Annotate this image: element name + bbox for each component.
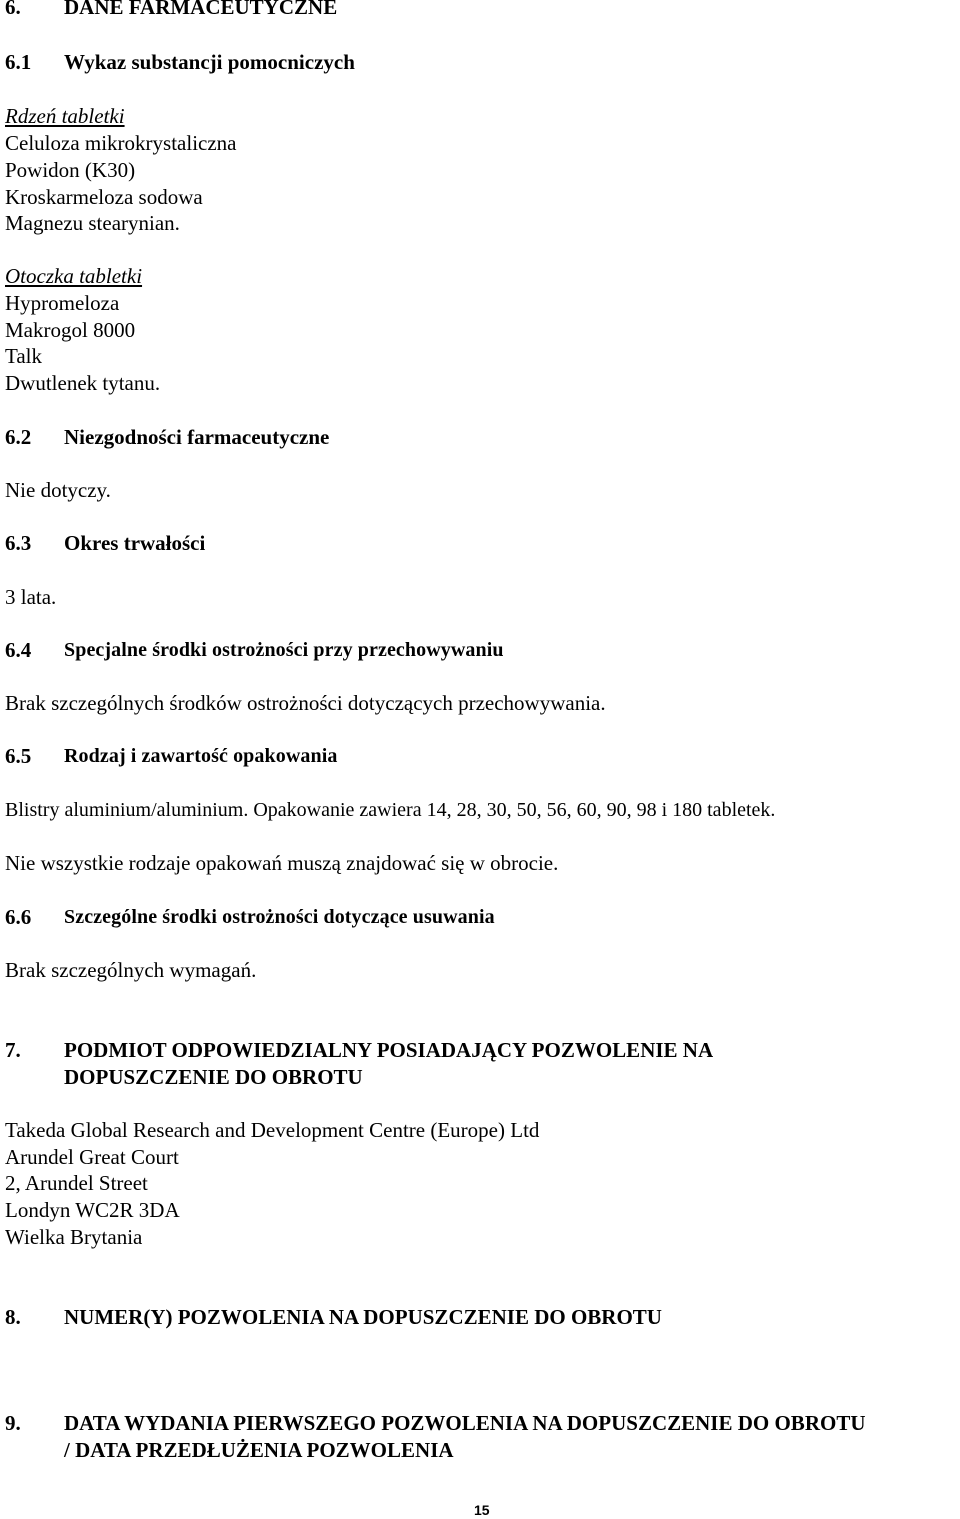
section-6-4-number: 6.4 (5, 638, 32, 662)
coat-item: Makrogol 8000 (5, 318, 136, 342)
section-6-2-text: Nie dotyczy. (5, 478, 111, 502)
coat-item: Dwutlenek tytanu. (5, 371, 161, 395)
section-6-5-title: Rodzaj i zawartość opakowania (64, 745, 338, 767)
section-6-title: DANE FARMACEUTYCZNE (64, 0, 338, 19)
section-6-4-title: Specjalne środki ostrożności przy przechowywaniu (64, 639, 504, 661)
section-6-5-line-2: Nie wszystkie rodzaje opakowań muszą znajdować się w obrocie. (5, 851, 559, 875)
section-6-1-title: Wykaz substancji pomocniczych (64, 50, 355, 74)
section-6-5-line-1: Blistry aluminium/aluminium. Opakowanie zawiera 14, 28, 30, 50, 56, 60, 90, 98 i 180 tabletek. (5, 799, 776, 821)
section-6-2-title: Niezgodności farmaceutyczne (64, 425, 330, 449)
section-8-title: NUMER(Y) POZWOLENIA NA DOPUSZCZENIE DO OBROTU (64, 1305, 662, 1329)
section-6-6-title: Szczególne środki ostrożności dotyczące usuwania (64, 906, 495, 928)
coat-item: Hypromeloza (5, 291, 120, 315)
address-line: Wielka Brytania (5, 1225, 143, 1249)
section-6-3-number: 6.3 (5, 531, 32, 555)
coat-item: Talk (5, 344, 43, 368)
address-line: Londyn WC2R 3DA (5, 1198, 180, 1222)
section-6-5-number: 6.5 (5, 744, 32, 768)
address-line: Takeda Global Research and Development Centre (Europe) Ltd (5, 1118, 540, 1142)
core-item: Celuloza mikrokrystaliczna (5, 131, 237, 155)
section-6-2-number: 6.2 (5, 425, 32, 449)
coat-heading: Otoczka tabletki (5, 264, 143, 288)
section-6-3-text: 3 lata. (5, 585, 57, 609)
section-6-number: 6. (5, 0, 21, 19)
section-6-4-text: Brak szczególnych środków ostrożności dotyczących przechowywania. (5, 691, 606, 715)
section-6-3-title: Okres trwałości (64, 531, 206, 555)
address-line: 2, Arundel Street (5, 1171, 148, 1195)
core-item: Magnezu stearynian. (5, 211, 180, 235)
core-item: Powidon (K30) (5, 158, 136, 182)
address-line: Arundel Great Court (5, 1145, 179, 1169)
section-6-6-number: 6.6 (5, 905, 32, 929)
section-6-6-text: Brak szczególnych wymagań. (5, 958, 257, 982)
core-heading: Rdzeń tabletki (5, 104, 125, 128)
core-item: Kroskarmeloza sodowa (5, 185, 203, 209)
page-number: 15 (474, 1502, 490, 1518)
section-7-title-continued: DOPUSZCZENIE DO OBROTU (64, 1065, 363, 1089)
section-8-number: 8. (5, 1305, 21, 1329)
section-6-1-number: 6.1 (5, 50, 32, 74)
section-9-number: 9. (5, 1411, 21, 1435)
section-9-title: DATA WYDANIA PIERWSZEGO POZWOLENIA NA DOPUSZCZENIE DO OBROTU (64, 1411, 866, 1435)
section-7-number: 7. (5, 1038, 21, 1062)
section-7-title: PODMIOT ODPOWIEDZIALNY POSIADAJĄCY POZWOLENIE NA (64, 1038, 714, 1062)
section-9-title-continued: / DATA PRZEDŁUŻENIA POZWOLENIA (64, 1438, 454, 1462)
